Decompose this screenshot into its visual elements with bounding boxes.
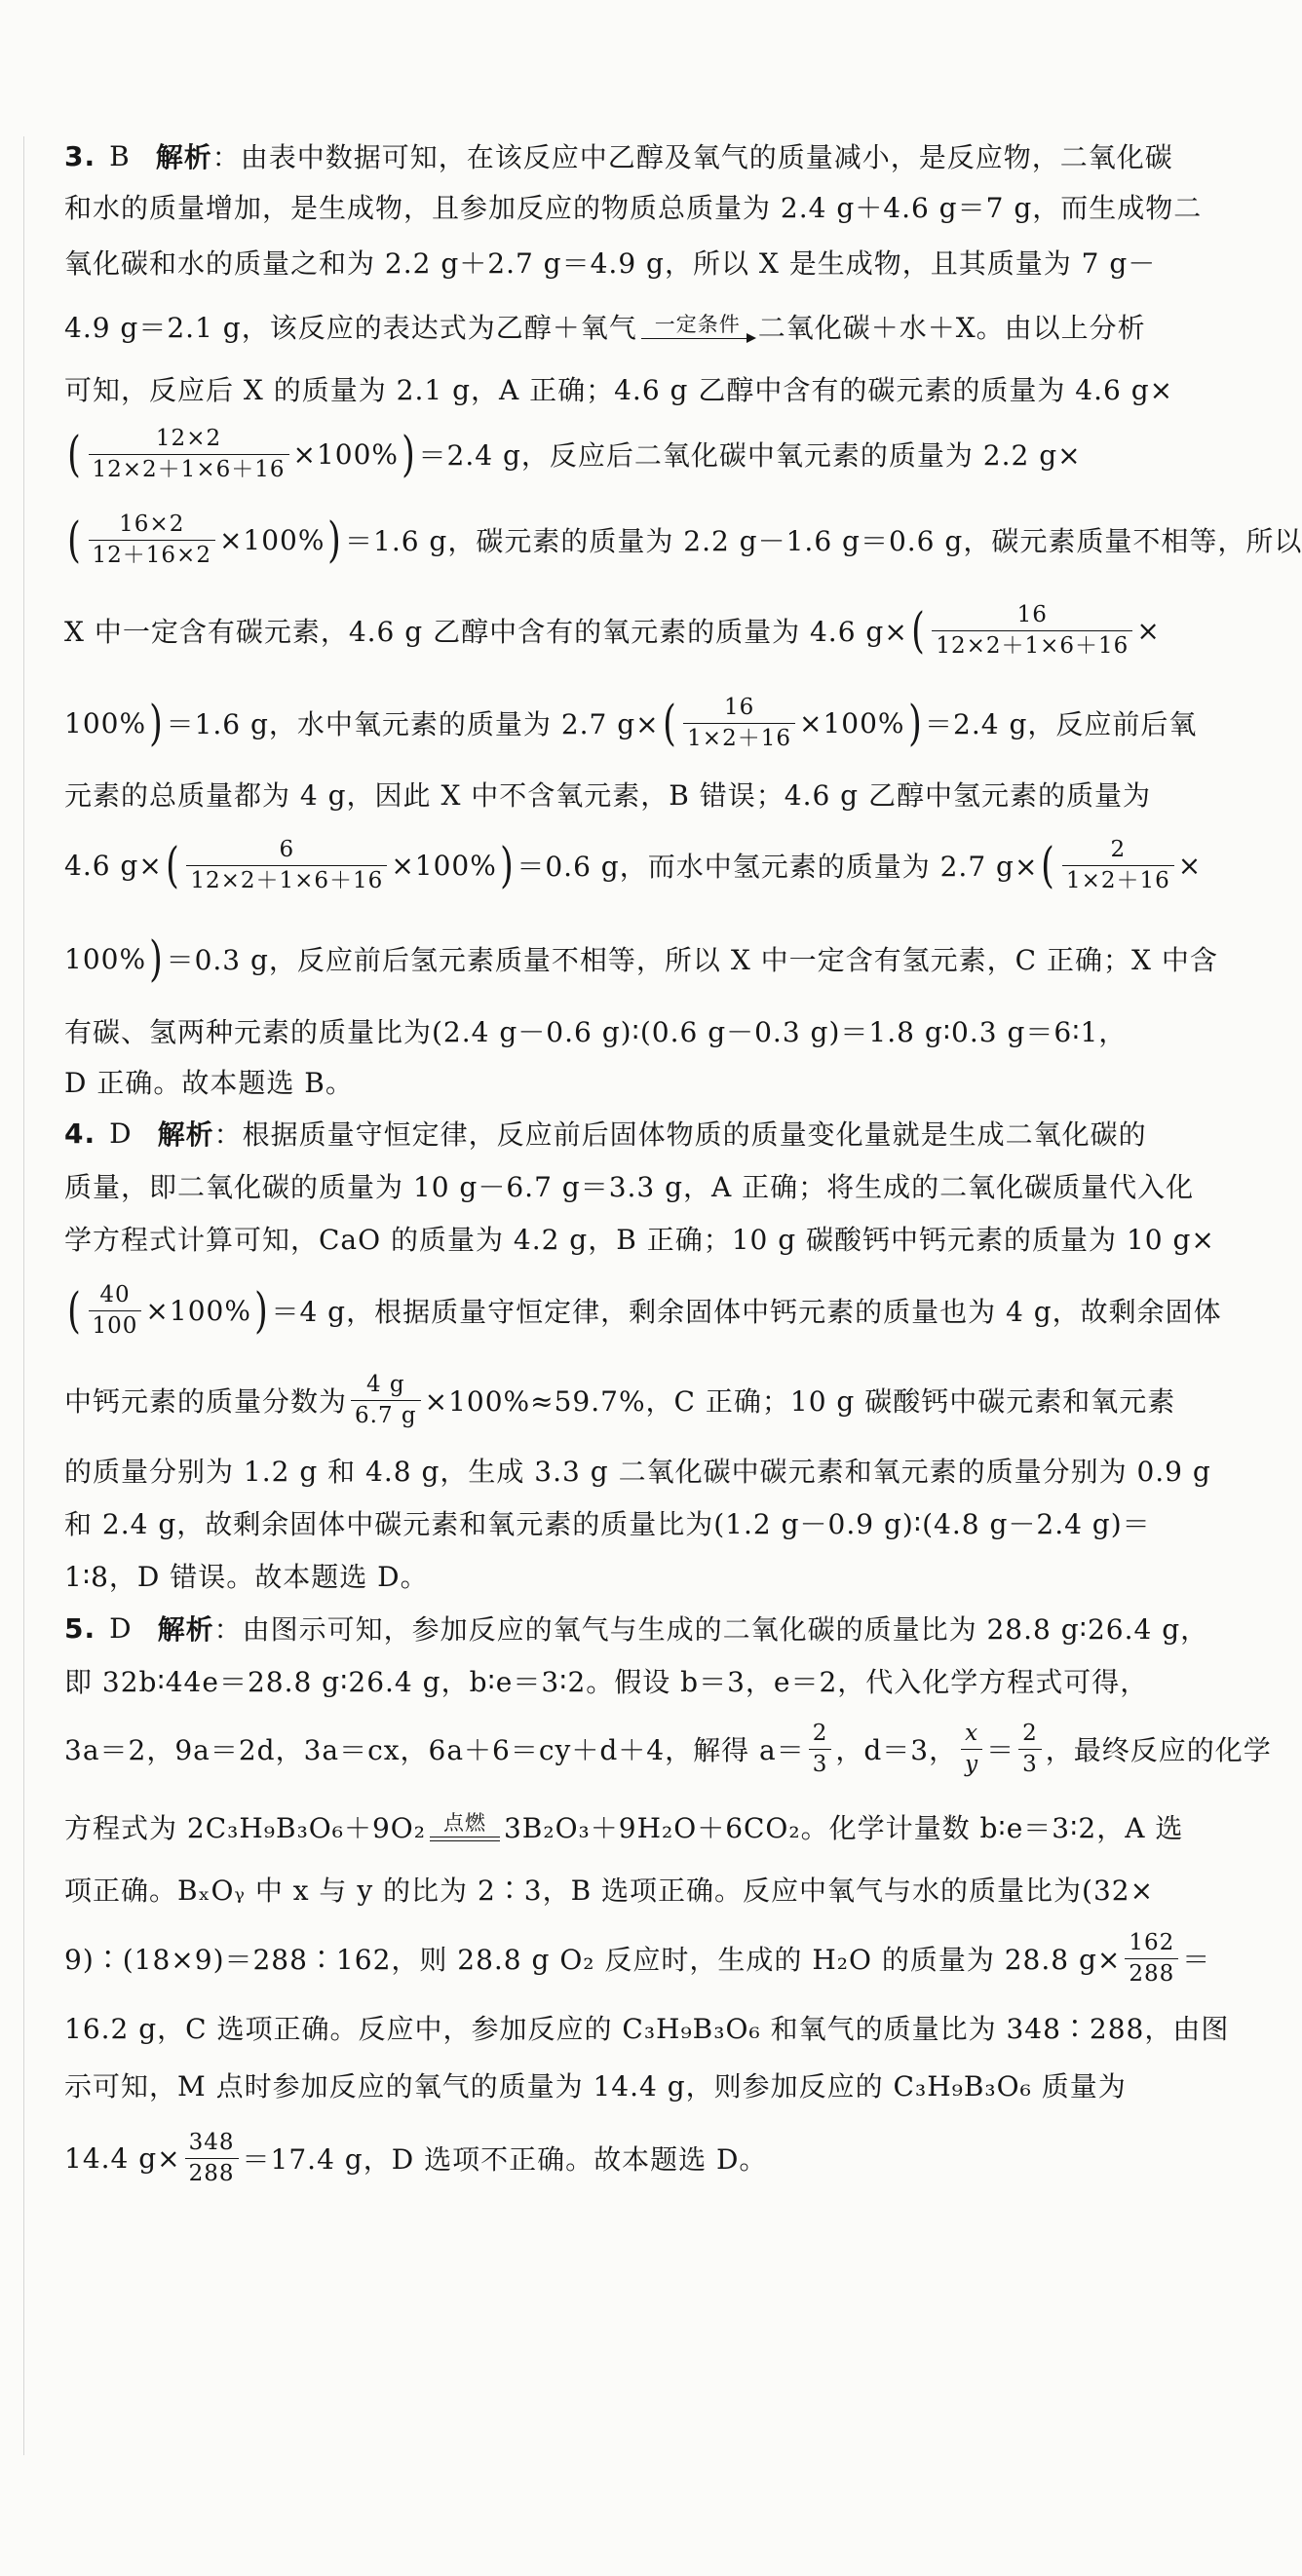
left-paren: ( bbox=[165, 837, 180, 893]
fraction bbox=[185, 2130, 239, 2186]
q3-text: ＝2.4 g，反应前后氧 bbox=[925, 708, 1198, 740]
q5-text: 3B₂O₃＋9H₂O＋6CO₂。化学计量数 b∶e＝3∶2，A 选 bbox=[503, 1812, 1184, 1844]
right-paren: ) bbox=[254, 1282, 269, 1339]
q3-text: 有碳、氢两种元素的质量比为(2.4 g－0.6 g)∶(0.6 g－0.3 g)＝1.8 g∶0.3 g＝6∶1， bbox=[64, 1016, 1128, 1048]
left-paren: ( bbox=[67, 426, 82, 482]
q3-text: D 正确。故本题选 B。 bbox=[64, 1067, 354, 1099]
q5-number: 5. bbox=[64, 1611, 96, 1645]
q5-text: ，d＝3， bbox=[835, 1734, 958, 1766]
fraction-denominator: 288 bbox=[185, 2158, 239, 2186]
fraction-denominator: 12×2＋1×6＋16 bbox=[89, 454, 289, 482]
q3-text: X 中一定含有碳元素，4.6 g 乙醇中含有的氧元素的质量为 4.6 g× bbox=[64, 616, 908, 648]
q3-text: ：由表中数据可知，在该反应中乙醇及氧气的质量减小，是反应物，二氧化碳 bbox=[211, 141, 1173, 173]
q4-line-3 bbox=[64, 1212, 1215, 1265]
left-paren: ( bbox=[67, 1282, 82, 1339]
q3-text: ＝2.4 g，反应后二氧化碳中氧元素的质量为 2.2 g× bbox=[418, 439, 1082, 472]
solution-text bbox=[64, 134, 1302, 2200]
q3-line-8 bbox=[64, 585, 1175, 676]
q4-text: ×100%≈59.7%，C 正确；10 g 碳酸钙中碳元素和氧元素 bbox=[424, 1385, 1176, 1418]
right-paren: ) bbox=[402, 426, 416, 482]
q3-line-13 bbox=[64, 1005, 1175, 1056]
q3-line-12 bbox=[64, 912, 1218, 1005]
q3-line-7 bbox=[64, 495, 1302, 585]
q3-text: 二氧化碳＋水＋X。由以上分析 bbox=[757, 312, 1146, 344]
q3-text: 100% bbox=[64, 706, 147, 739]
q4-text: ×100% bbox=[145, 1294, 251, 1327]
page-margin-rule bbox=[23, 136, 24, 2455]
double-line-icon bbox=[430, 1837, 500, 1841]
fraction-denominator: 3 bbox=[809, 1749, 832, 1777]
right-paren: ) bbox=[149, 930, 164, 987]
q5-text: 9)∶(18×9)＝288∶162，则 28.8 g O₂ 反应时，生成的 H₂O 的质量为 28.8 g× bbox=[64, 1944, 1122, 1976]
q4-line-5 bbox=[64, 1356, 1175, 1444]
q4-line-2 bbox=[64, 1159, 1195, 1212]
q5-text: 方程式为 2C₃H₉B₃O₆＋9O₂ bbox=[64, 1812, 426, 1844]
q5-text: ＝ bbox=[986, 1734, 1015, 1766]
q5-answer: D bbox=[109, 1611, 133, 1645]
q5-analysis-tag: 解析 bbox=[157, 1613, 214, 1646]
right-paren: ) bbox=[327, 511, 342, 568]
q5-text: ＝ bbox=[1182, 1944, 1211, 1976]
condition-label: 一定条件 bbox=[654, 312, 741, 336]
q4-text: ：根据质量守恒定律，反应前后固体物质的质量变化量就是生成二氧化碳的 bbox=[213, 1118, 1147, 1151]
q5-text: 3a＝2，9a＝2d，3a＝cx，6a＋6＝cy＋d＋4，解得 a＝ bbox=[64, 1734, 805, 1766]
q3-text: ＝1.6 g，水中氧元素的质量为 2.7 g× bbox=[166, 708, 660, 740]
reaction-condition-equals bbox=[430, 1810, 500, 1841]
q5-text: ＝17.4 g，D 选项不正确。故本题选 D。 bbox=[242, 2143, 768, 2176]
q5-line-4 bbox=[64, 1791, 1184, 1863]
reaction-condition-arrow bbox=[641, 312, 754, 339]
q4-line-7 bbox=[64, 1496, 1175, 1549]
q3-text: ×100% bbox=[798, 706, 905, 739]
q3-text: 可知，反应后 X 的质量为 2.1 g，A 正确；4.6 g 乙醇中含有的碳元素的质量为 4.6 g× bbox=[64, 374, 1174, 406]
q5-text: 16.2 g，C 选项正确。反应中，参加反应的 C₃H₉B₃O₆ 和氧气的质量比为 348∶288，由图 bbox=[64, 2013, 1230, 2045]
q5-text: 即 32b∶44e＝28.8 g∶26.4 g，b∶e＝3∶2。假设 b＝3，e＝2，代入化学方程式可得， bbox=[64, 1666, 1149, 1698]
q5-line-8 bbox=[64, 2054, 1175, 2116]
fraction-denominator: 12×2＋1×6＋16 bbox=[932, 630, 1132, 659]
q4-text: 的质量分别为 1.2 g 和 4.8 g，生成 3.3 g 二氧化碳中碳元素和氧元素的质量分别为 0.9 g bbox=[64, 1456, 1211, 1488]
q3-line-10 bbox=[64, 770, 1175, 818]
q5-line-3 bbox=[64, 1707, 1272, 1791]
left-paren: ( bbox=[910, 602, 926, 659]
q3-text: ×100% bbox=[391, 849, 497, 882]
q4-text: 和 2.4 g，故剩余固体中碳元素和氧元素的质量比为(1.2 g－0.9 g)∶(4.8 g－2.4 g)＝ bbox=[64, 1508, 1151, 1540]
q5-line-6 bbox=[64, 1915, 1211, 2001]
fraction-denominator: 6.7 g bbox=[351, 1400, 421, 1428]
right-paren: ) bbox=[499, 837, 515, 893]
fraction-denominator: 288 bbox=[1125, 1958, 1178, 1987]
q3-text: ×100% bbox=[292, 437, 400, 471]
q3-line-2 bbox=[64, 177, 1203, 236]
fraction-denominator: 12＋16×2 bbox=[89, 540, 215, 568]
q3-text: 和水的质量增加，是生成物，且参加反应的物质总质量为 2.4 g＋4.6 g＝7 g，而生成物二 bbox=[64, 192, 1203, 224]
q5-text: 14.4 g× bbox=[64, 2141, 181, 2175]
fraction-denominator: 3 bbox=[1018, 1749, 1042, 1777]
fraction-numerator: 2 bbox=[812, 1721, 828, 1747]
fraction bbox=[89, 1282, 142, 1339]
fraction-numerator: 6 bbox=[279, 837, 295, 863]
q4-text: 质量，即二氧化碳的质量为 10 g－6.7 g＝3.3 g，A 正确；将生成的二氧化碳质量代入化 bbox=[64, 1171, 1195, 1203]
q3-line-11 bbox=[64, 818, 1203, 912]
fraction bbox=[186, 837, 387, 893]
q4-line-6 bbox=[64, 1444, 1211, 1496]
q5-line-1 bbox=[64, 1602, 1209, 1654]
fraction bbox=[89, 426, 289, 482]
q4-number: 4. bbox=[64, 1117, 96, 1150]
q3-text: 4.6 g× bbox=[64, 849, 163, 882]
fraction-numerator: 348 bbox=[188, 2130, 235, 2156]
fraction-numerator: 16 bbox=[1016, 602, 1048, 628]
q3-number: 3. bbox=[64, 139, 96, 172]
fraction-denominator: y bbox=[961, 1749, 982, 1777]
q3-text: × bbox=[1177, 849, 1203, 882]
q4-text: ＝4 g，根据质量守恒定律，剩余固体中钙元素的质量也为 4 g，故剩余固体 bbox=[271, 1296, 1222, 1328]
q3-line-9 bbox=[64, 676, 1198, 770]
fraction-denominator: 100 bbox=[89, 1310, 142, 1339]
q5-line-7 bbox=[64, 2001, 1230, 2054]
fraction bbox=[1125, 1930, 1178, 1987]
q3-text: ＝0.6 g，而水中氢元素的质量为 2.7 g× bbox=[517, 851, 1039, 883]
q3-text: ×100% bbox=[218, 523, 326, 556]
left-paren: ( bbox=[662, 695, 677, 751]
q4-answer: D bbox=[109, 1117, 133, 1150]
fraction-numerator: 2 bbox=[1022, 1721, 1038, 1747]
q5-line-2 bbox=[64, 1654, 1175, 1707]
fraction bbox=[89, 511, 215, 568]
q4-line-1 bbox=[64, 1107, 1175, 1159]
q3-text: × bbox=[1136, 614, 1161, 647]
q5-text: 示可知，M 点时参加反应的氧气的质量为 14.4 g，则参加反应的 C₃H₉B₃O₆ 质量为 bbox=[64, 2070, 1127, 2102]
left-paren: ( bbox=[67, 511, 82, 568]
fraction-numerator: 4 g bbox=[365, 1372, 405, 1398]
right-paren: ) bbox=[907, 695, 922, 751]
fraction-numerator: 40 bbox=[99, 1282, 131, 1308]
q3-line-6 bbox=[64, 413, 1175, 495]
q5-text: ：由图示可知，参加反应的氧气与生成的二氧化碳的质量比为 28.8 g∶26.4 g， bbox=[213, 1613, 1209, 1646]
q3-line-14 bbox=[64, 1056, 1175, 1107]
fraction-denominator: 12×2＋1×6＋16 bbox=[186, 865, 387, 893]
fraction bbox=[1018, 1721, 1042, 1777]
fraction bbox=[683, 695, 795, 751]
q5-text: ，最终反应的化学 bbox=[1045, 1734, 1272, 1766]
left-paren: ( bbox=[1041, 837, 1055, 893]
condition-label: 点燃 bbox=[442, 1810, 486, 1835]
q3-answer: B bbox=[109, 139, 131, 172]
q3-text: 4.9 g＝2.1 g，该反应的表达式为乙醇＋氧气 bbox=[64, 312, 637, 344]
q3-line-3 bbox=[64, 236, 1175, 288]
q4-line-8 bbox=[64, 1549, 1175, 1602]
q3-line-5 bbox=[64, 364, 1175, 413]
fraction-denominator: 1×2＋16 bbox=[683, 723, 795, 751]
q3-text: 氧化碳和水的质量之和为 2.2 g＋2.7 g＝4.9 g，所以 X 是生成物，且其质量为 7 g－ bbox=[64, 247, 1157, 280]
arrow-icon bbox=[641, 338, 754, 339]
q4-text: 1∶8，D 错误。故本题选 D。 bbox=[64, 1561, 429, 1593]
fraction-numerator: 162 bbox=[1129, 1930, 1175, 1956]
fraction bbox=[932, 602, 1132, 659]
fraction-denominator: 1×2＋16 bbox=[1062, 865, 1174, 893]
fraction-numerator: 16×2 bbox=[119, 511, 185, 538]
q4-text: 中钙元素的质量分数为 bbox=[64, 1385, 348, 1418]
q4-text: 学方程式计算可知，CaO 的质量为 4.2 g，B 正确；10 g 碳酸钙中钙元素的质量为 10 g× bbox=[64, 1224, 1215, 1256]
fraction bbox=[1062, 837, 1174, 893]
q4-analysis-tag: 解析 bbox=[157, 1118, 214, 1151]
q3-line-4 bbox=[64, 288, 1175, 364]
q3-line-1 bbox=[64, 134, 1175, 177]
right-paren: ) bbox=[149, 695, 164, 751]
q3-text: 100% bbox=[64, 942, 147, 975]
fraction-numerator: 12×2 bbox=[155, 426, 222, 452]
fraction-numerator: 16 bbox=[723, 695, 755, 721]
fraction-numerator: 2 bbox=[1110, 837, 1127, 863]
q5-line-5 bbox=[64, 1863, 1175, 1915]
fraction bbox=[961, 1721, 982, 1777]
q3-text: 元素的总质量都为 4 g，因此 X 中不含氧元素，B 错误；4.6 g 乙醇中氢元素的质量为 bbox=[64, 779, 1152, 812]
fraction bbox=[809, 1721, 832, 1777]
q5-text: 项正确。BₓOᵧ 中 x 与 y 的比为 2∶3，B 选项正确。反应中氧气与水的质量比为(32× bbox=[64, 1875, 1155, 1907]
fraction bbox=[351, 1372, 421, 1428]
q3-text: ＝0.3 g，反应前后氢元素质量不相等，所以 X 中一定含有氢元素，C 正确；X 中含 bbox=[166, 944, 1218, 976]
q3-text: ＝1.6 g，碳元素的质量为 2.2 g－1.6 g＝0.6 g，碳元素质量不相等，所以 bbox=[345, 525, 1302, 557]
fraction-numerator: x bbox=[965, 1721, 979, 1747]
q3-analysis-tag: 解析 bbox=[155, 141, 212, 173]
q4-line-4 bbox=[64, 1265, 1222, 1356]
q5-line-9 bbox=[64, 2116, 1175, 2200]
